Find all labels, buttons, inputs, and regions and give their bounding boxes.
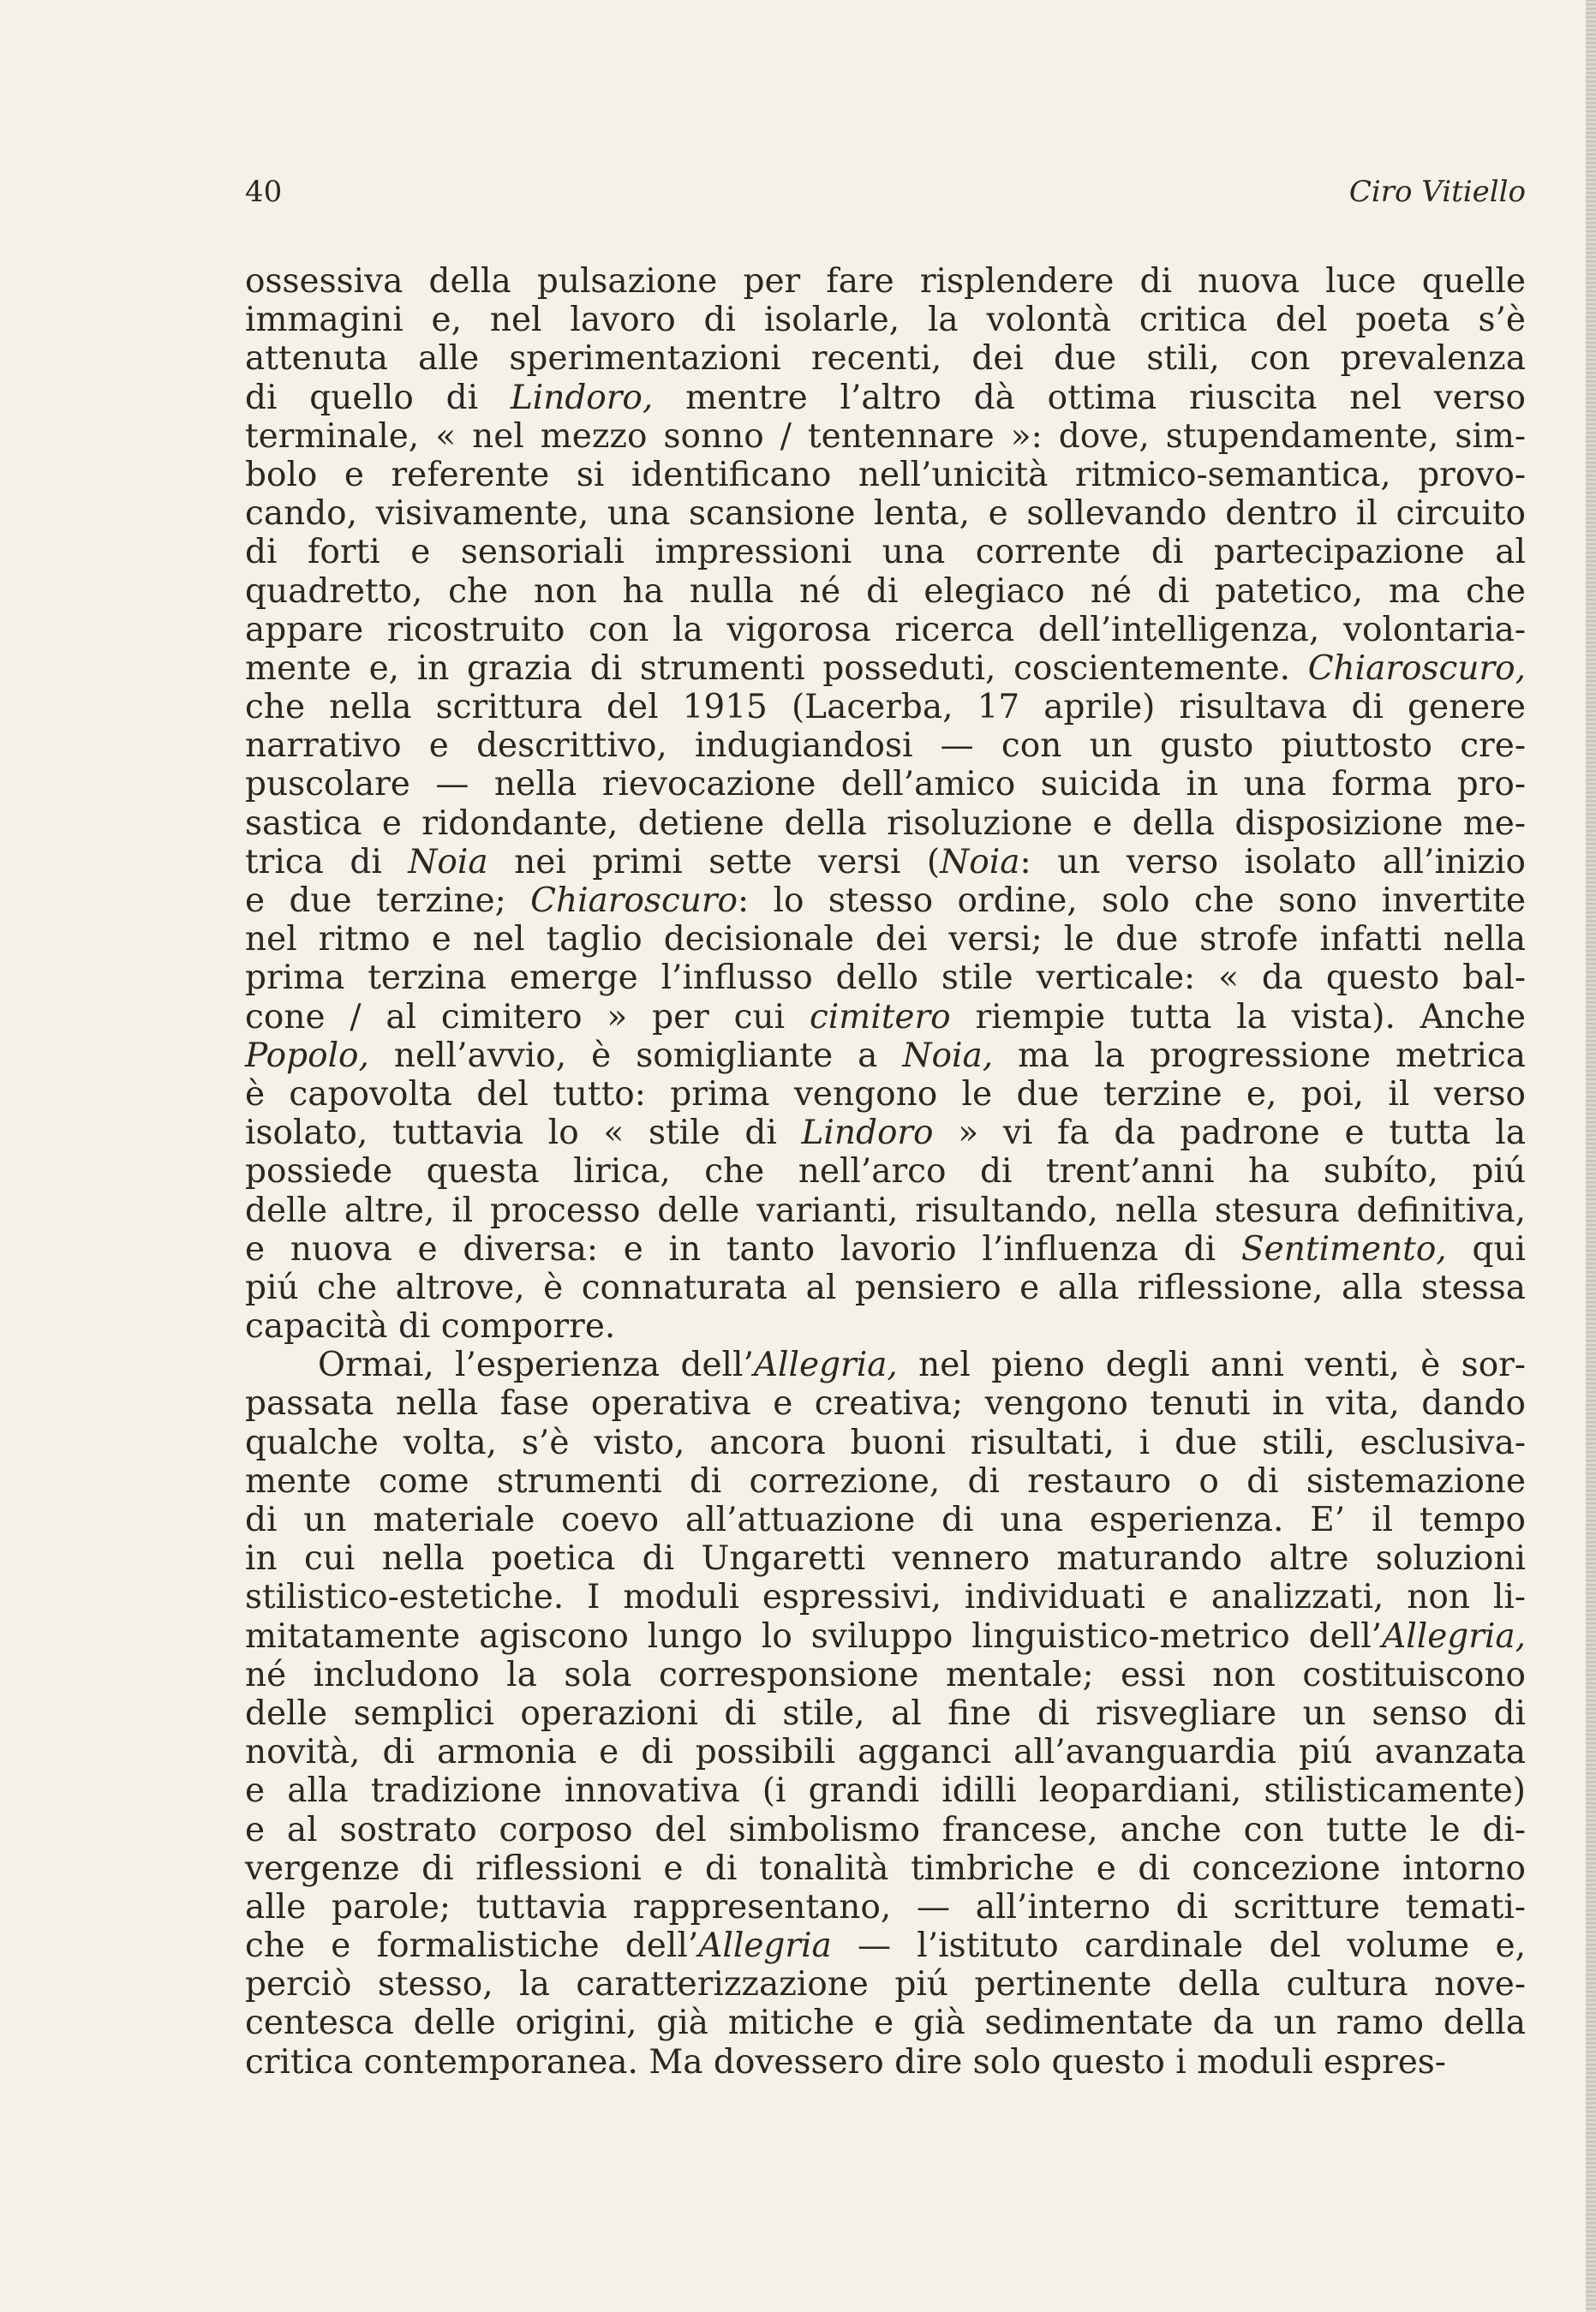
running-head-author: Ciro Vitiello — [1348, 175, 1526, 209]
text-line — [245, 1269, 1526, 1307]
text-line — [245, 688, 1526, 726]
text-run: stilistico-estetiche. I moduli espressivi, individuati e analizzati, non li- — [245, 1578, 1526, 1617]
text-line — [245, 649, 1526, 688]
text-run: capacità di comporre. — [245, 1307, 616, 1347]
text-run: narrativo e descrittivo, indugiandosi — con un gusto piuttosto cre- — [245, 726, 1526, 766]
text-line — [245, 1037, 1526, 1075]
text-line — [245, 2043, 1526, 2082]
paragraph-1 — [245, 262, 1526, 1346]
text-line — [245, 1771, 1526, 1810]
text-line — [245, 1811, 1526, 1849]
text-run: e alla tradizione innovativa (i grandi idilli leopardiani, stilisticamente) — [245, 1771, 1526, 1811]
text-run: nel ritmo e nel taglio decisionale dei versi; le due strofe infatti nella — [245, 920, 1526, 959]
text-line — [245, 1384, 1526, 1423]
text-line — [245, 301, 1526, 339]
text-run: mitatamente agiscono lungo lo sviluppo linguistico-metrico dell’ — [245, 1616, 1383, 1656]
text-run: nell’avvio, è somigliante a — [368, 1036, 903, 1075]
text-line — [245, 1539, 1526, 1578]
text-line — [245, 1888, 1526, 1927]
text-run: in cui nella poetica di Ungaretti vennero maturando altre soluzioni — [245, 1539, 1526, 1579]
text-line — [245, 494, 1526, 533]
text-run: passata nella fase operativa e creativa; vengono tenuti in vita, dando — [245, 1384, 1526, 1424]
text-line — [245, 1578, 1526, 1616]
italic-title: Allegria, — [753, 1346, 898, 1385]
text-line — [245, 1617, 1526, 1656]
text-line — [245, 1656, 1526, 1694]
text-run: qui — [1446, 1229, 1526, 1269]
text-run: immagini e, nel lavoro di isolarle, la volontà critica del poeta s’è — [245, 301, 1526, 340]
text-run: » vi fa da padrone e tutta la — [933, 1114, 1527, 1153]
text-run: nel pieno degli anni venti, è sor- — [897, 1346, 1526, 1385]
page-edge-shading — [1586, 0, 1596, 2312]
text-run: : un verso isolato all’inizio — [1019, 842, 1527, 881]
text-run: Ormai, l’esperienza dell’ — [318, 1346, 754, 1385]
text-run: critica contemporanea. Ma dovessero dire solo questo i moduli espres- — [245, 2042, 1446, 2082]
text-line — [245, 1733, 1526, 1771]
text-run: e due terzine; — [245, 881, 531, 920]
italic-title: Noia — [408, 842, 488, 881]
text-line — [245, 339, 1526, 378]
text-line — [245, 533, 1526, 571]
text-run: delle altre, il processo delle varianti, risultando, nella stesura definitiva, — [245, 1191, 1526, 1230]
text-run: appare ricostruito con la vigorosa ricerca dell’intelligenza, volontaria- — [245, 610, 1526, 649]
body-text — [245, 262, 1526, 2082]
italic-title: cimitero — [809, 997, 951, 1037]
text-run: e nuova e diversa: e in tanto lavorio l’influenza di — [245, 1229, 1241, 1269]
text-line — [245, 572, 1526, 611]
paragraph-2 — [245, 1346, 1526, 2082]
text-line — [245, 1424, 1526, 1462]
text-line — [245, 2004, 1526, 2042]
italic-title: Allegria — [698, 1927, 832, 1966]
page-number: 40 — [245, 175, 283, 209]
text-run: terminale, « nel mezzo sonno / tentennare »: dove, stupendamente, sim- — [245, 416, 1526, 456]
text-run: attenuta alle sperimentazioni recenti, dei due stili, con prevalenza — [245, 339, 1526, 379]
text-run: che nella scrittura del 1915 (Lacerba, 17 aprile) risultava di genere — [245, 688, 1526, 727]
text-line — [245, 843, 1526, 881]
italic-title: Chiaroscuro — [530, 881, 738, 920]
text-line — [245, 262, 1526, 301]
text-run: prima terzina emerge l’influsso dello stile verticale: « da questo bal- — [245, 959, 1526, 998]
text-line — [245, 1849, 1526, 1888]
text-line — [245, 726, 1526, 765]
text-run: mentre l’altro dà ottima riuscita nel verso — [653, 378, 1526, 417]
text-run: è capovolta del tutto: prima vengono le due terzine e, poi, il verso — [245, 1074, 1526, 1114]
text-run: : lo stesso ordine, solo che sono invertite — [738, 881, 1526, 920]
text-line — [245, 417, 1526, 456]
text-run: alle parole; tuttavia rappresentano, — all’interno di scritture temati- — [245, 1887, 1526, 1927]
italic-title: Chiaroscuro, — [1307, 648, 1526, 688]
italic-title: Noia, — [902, 1036, 994, 1075]
text-run: di un materiale coevo all’attuazione di una esperienza. E’ il tempo — [245, 1501, 1526, 1539]
text-line — [245, 1927, 1526, 1965]
text-line — [245, 1075, 1526, 1114]
text-run: puscolare — nella rievocazione dell’amico suicida in una forma pro- — [245, 765, 1526, 804]
text-run: novità, di armonia e di possibili agganci all’avanguardia piú avanzata — [245, 1733, 1526, 1772]
text-run: — l’istituto cardinale del volume e, — [831, 1927, 1526, 1966]
text-line — [245, 456, 1526, 494]
text-run: di forti e sensoriali impressioni una corrente di partecipazione al — [245, 533, 1526, 572]
text-line — [245, 998, 1526, 1037]
text-run: cando, visivamente, una scansione lenta, e sollevando dentro il circuito — [245, 494, 1526, 534]
italic-title: Noia — [940, 842, 1020, 881]
text-run: riempie tutta la vista). Anche — [950, 997, 1527, 1037]
text-run: ma la progressione metrica — [993, 1036, 1526, 1075]
text-run: trica di — [245, 842, 409, 881]
text-line — [245, 881, 1526, 920]
text-run: piú che altrove, è connaturata al pensiero e alla riflessione, alla stessa — [245, 1268, 1526, 1307]
italic-title: Sentimento, — [1240, 1229, 1447, 1269]
text-run: di quello di — [245, 378, 511, 417]
text-line — [245, 1501, 1526, 1539]
text-line — [245, 920, 1526, 959]
text-run: isolato, tuttavia lo « stile di — [245, 1114, 802, 1153]
italic-title: Popolo, — [245, 1036, 369, 1075]
text-run: possiede questa lirica, che nell’arco di trent’anni ha subíto, piú — [245, 1152, 1526, 1192]
text-line — [245, 1965, 1526, 2004]
text-run: centesca delle origini, già mitiche e già sedimentate da un ramo della — [245, 2004, 1526, 2043]
text-line — [245, 765, 1526, 804]
text-line — [245, 611, 1526, 649]
text-run: qualche volta, s’è visto, ancora buoni risultati, i due stili, esclusiva- — [245, 1423, 1526, 1462]
text-run: cone / al cimitero » per cui — [245, 997, 810, 1037]
page-header — [245, 168, 1526, 216]
text-run: quadretto, che non ha nulla né di elegiaco né di patetico, ma che — [245, 571, 1526, 611]
text-run: delle semplici operazioni di stile, al fine di risvegliare un senso di — [245, 1694, 1526, 1733]
text-line — [245, 1307, 1526, 1346]
text-run: che e formalistiche dell’ — [245, 1927, 699, 1966]
text-line — [245, 1462, 1526, 1501]
text-run: bolo e referente si identificano nell’unicità ritmico-semantica, provo- — [245, 455, 1526, 494]
text-run: nei primi sette versi ( — [487, 842, 941, 881]
text-line — [245, 804, 1526, 843]
italic-title: Lindoro — [801, 1114, 934, 1153]
text-line — [245, 1230, 1526, 1269]
italic-title: Allegria, — [1382, 1616, 1526, 1656]
text-line — [245, 1694, 1526, 1733]
text-run: né includono la sola corresponsione mentale; essi non costituiscono — [245, 1655, 1526, 1694]
text-run: e al sostrato corposo del simbolismo francese, anche con tutte le di- — [245, 1810, 1526, 1849]
text-run: sastica e ridondante, detiene della risoluzione e della disposizione me- — [245, 804, 1526, 843]
text-line — [245, 1346, 1526, 1384]
text-run: ossessiva della pulsazione per fare risplendere di nuova luce quelle — [245, 262, 1526, 301]
text-line — [245, 959, 1526, 997]
text-run: perciò stesso, la caratterizzazione piú pertinente della cultura nove- — [245, 1965, 1526, 2004]
text-line — [245, 1114, 1526, 1152]
text-line — [245, 1192, 1526, 1230]
text-run: mente e, in grazia di strumenti posseduti, coscientemente. — [245, 648, 1308, 688]
text-line — [245, 1152, 1526, 1191]
text-run: mente come strumenti di correzione, di restauro o di sistemazione — [245, 1461, 1526, 1501]
italic-title: Lindoro, — [510, 378, 654, 417]
text-line — [245, 379, 1526, 417]
text-run: vergenze di riflessioni e di tonalità timbriche e di concezione intorno — [245, 1849, 1526, 1888]
